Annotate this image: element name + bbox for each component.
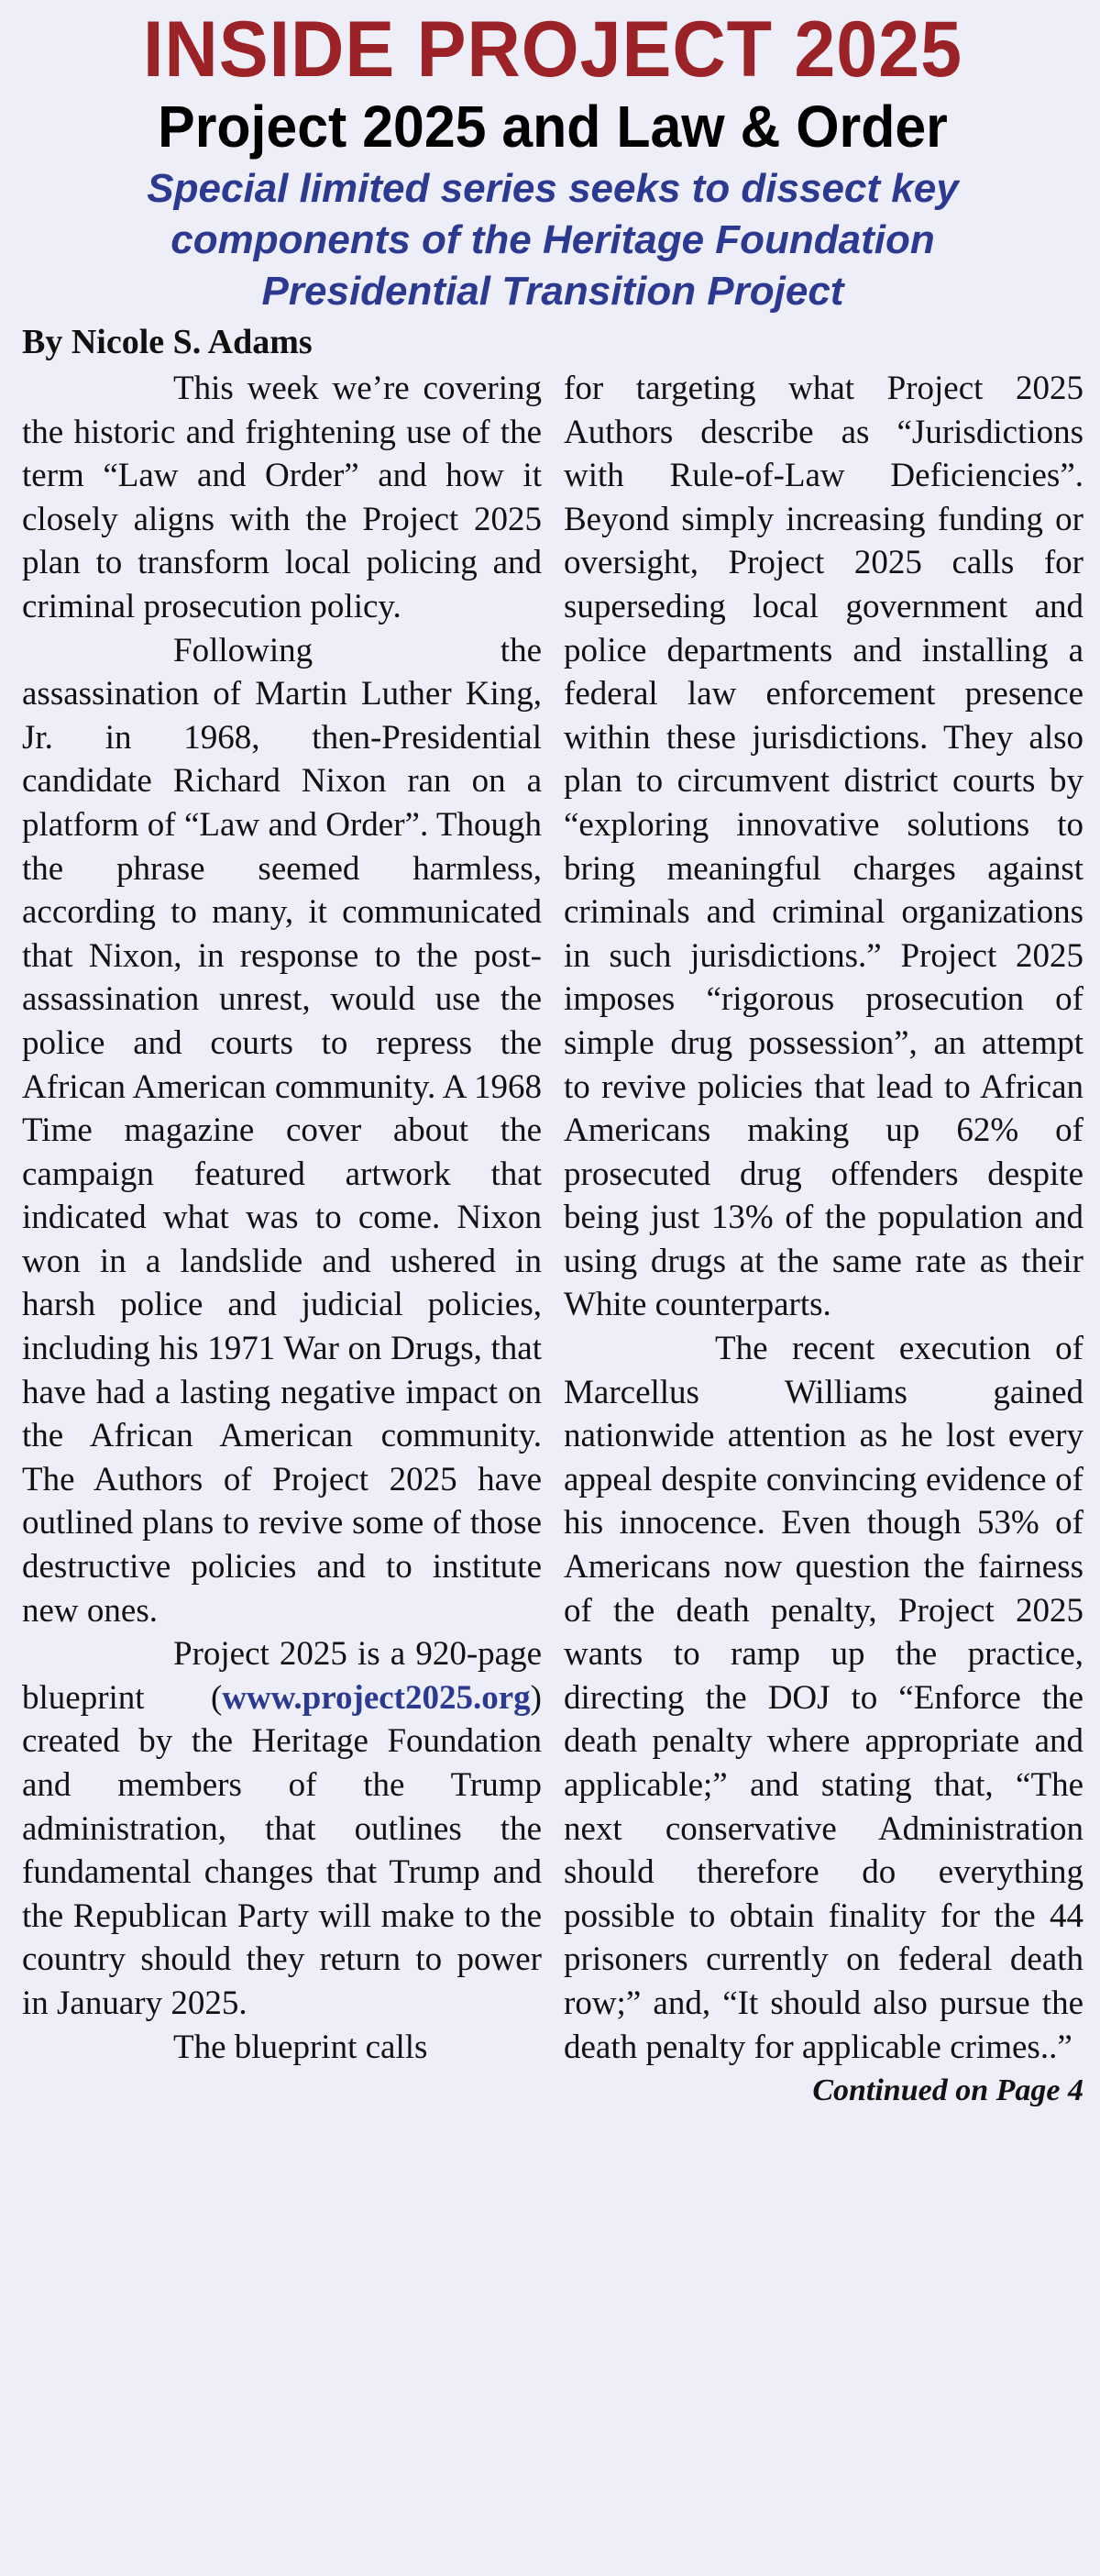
paragraph-blueprint-calls: The blueprint calls xyxy=(173,2028,428,2066)
paragraph-intro: This week we’re covering the historic and frightening use of the term “Law and Order” and how it closely aligns with the Project 2025 plan to transform local policing and criminal prosecution policy. xyxy=(22,370,542,625)
series-kicker: INSIDE PROJECT 2025 xyxy=(143,6,962,94)
paragraph-blueprint-start: Project 2025 is a 920-page blueprint ( xyxy=(22,1635,542,1717)
continued-on-page[interactable]: Continued on Page 4 xyxy=(812,2073,1084,2108)
paragraph-blueprint xyxy=(22,1632,542,2025)
article-deck: Special limited series seeks to dissect key components of the Heritage Foundation Presidential Transition Project xyxy=(147,166,959,314)
paragraph-nixon: Following the assassination of Martin Luther King, Jr. in 1968, then-Presidential candidate Richard Nixon ran on a platform of “Law and Order”. Though the phrase seemed harmless, according to many, it communicated that Nixon, in response to the post-assassination unrest, would use the police and courts to repress the African American community. A 1968 Time magazine cover about the campaign featured artwork that indicated what was to come. Nixon won in a landslide and ushered in harsh police and judicial policies, including his 1971 War on Drugs, that have had a lasting negative impact on the African American community. The Authors of Project 2025 have outlined plans to revive some of those destructive policies and to institute new ones. xyxy=(22,631,542,1630)
paragraph-death-penalty: The recent execution of Marcellus Williams gained nationwide attention as he lost every appeal despite convincing evidence of his innocence. Even though 53% of Americans now question the fairness of the death penalty, Project 2025 wants to ramp up the practice, directing the DOJ to “Enforce the death penalty where appropriate and applicable;” and stating that, “The next conservative Administration should therefore do everything possible to obtain finality for the 44 prisoners currently on federal death row;” and, “It should also pursue the death penalty for applicable crimes..” xyxy=(564,1330,1084,2066)
paragraph-jurisdictions: for targeting what Project 2025 Authors describe as “Jurisdictions with Rule-of-Law Deficiencies”. Beyond simply increasing funding or oversight, Project 2025 calls for superseding local government and police departments and installing a federal law enforcement presence within these jurisdictions. They also plan to circumvent district courts by “exploring innovative solutions to bring meaningful charges against criminals and criminal organizations in such jurisdictions.” Project 2025 imposes “rigorous prosecution of simple drug possession”, an attempt to revive policies that lead to African Americans making up 62% of prosecuted drug offenders despite being just 13% of the population and using drugs at the same rate as their White counterparts. xyxy=(564,370,1084,1324)
article-headline: Project 2025 and Law & Order xyxy=(158,94,948,160)
project2025-link[interactable]: www.project2025.org xyxy=(222,1678,531,1717)
article-body xyxy=(22,367,1084,2111)
paragraph-blueprint-end: ) created by the Heritage Foundation and members of the Trump administration, that outlines the fundamental changes that Trump and the Republican Party will make to the country should they return to power in January 2025. xyxy=(22,1678,542,2022)
right-column xyxy=(564,367,1084,2111)
byline: By Nicole S. Adams xyxy=(22,323,313,361)
left-column xyxy=(22,367,542,2111)
